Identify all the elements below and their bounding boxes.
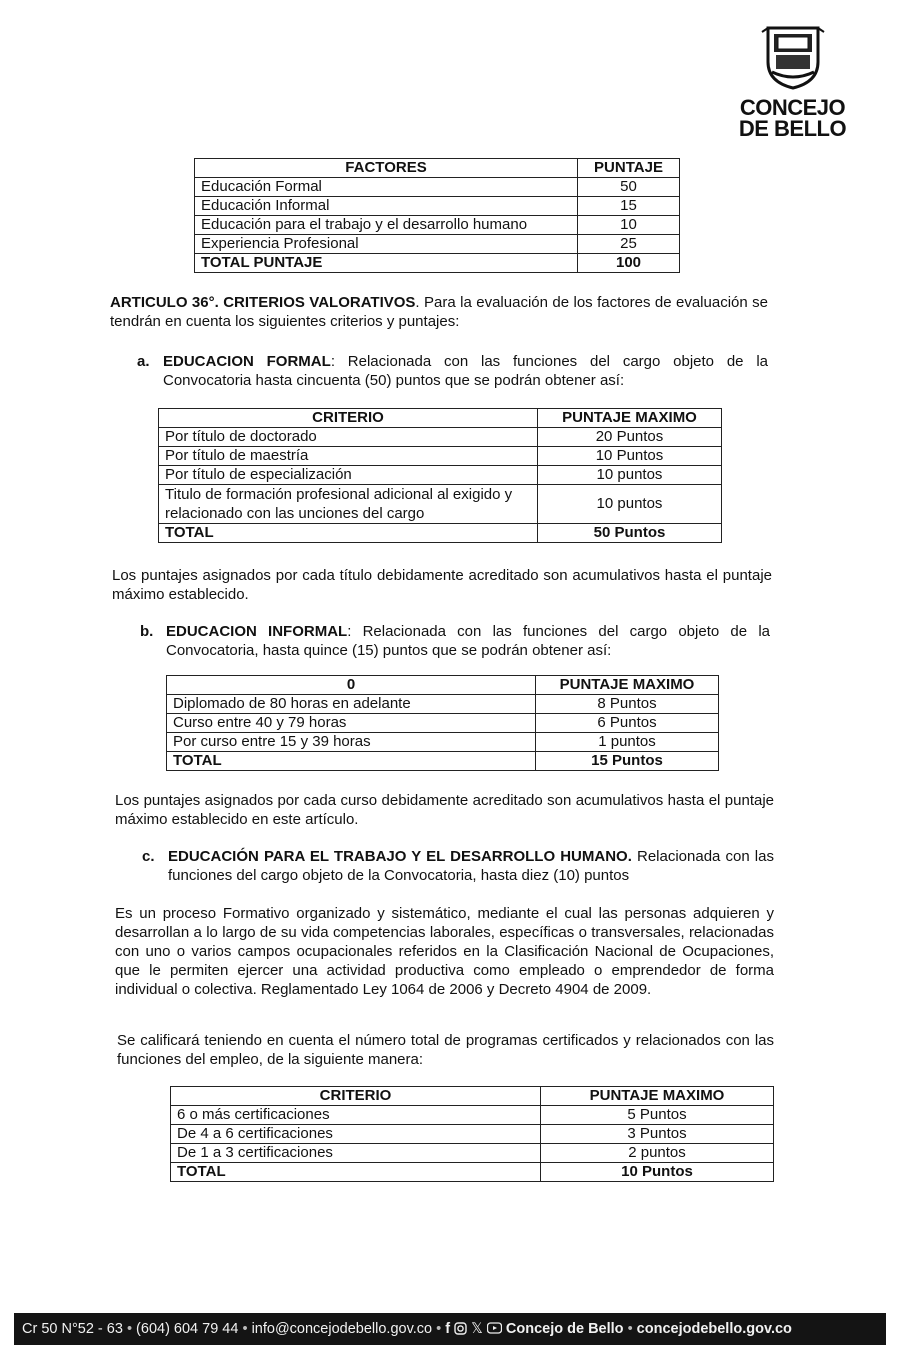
table-cell: 10 puntos (538, 466, 722, 485)
footer-website[interactable]: concejodebello.gov.co (636, 1321, 792, 1337)
table-cell: TOTAL (171, 1163, 541, 1182)
footer-separator: • (126, 1321, 133, 1337)
table-cell: Educación para el trabajo y el desarrollo humano (195, 216, 578, 235)
section-c-text: Relacionada con las funciones del cargo objeto de la Convocatoria, hasta diez (10) puntos (168, 848, 774, 884)
table-row (195, 216, 680, 235)
table-header-row (159, 409, 722, 428)
table-row (167, 733, 719, 752)
table-cell: Experiencia Profesional (195, 235, 578, 254)
table-cell: 50 (578, 178, 680, 197)
section-a-note: Los puntajes asignados por cada título debidamente acreditado son acumulativos hasta el puntaje máximo establecido. (112, 567, 772, 603)
table-row (195, 178, 680, 197)
educacion-formal-table (158, 408, 722, 543)
logo-line-2: DE BELLO (738, 116, 847, 141)
table-cell: Educación Formal (195, 178, 578, 197)
footer-email[interactable]: info@concejodebello.gov.co (251, 1321, 433, 1337)
table-cell: 3 Puntos (541, 1125, 774, 1144)
section-b-title: EDUCACION INFORMAL (166, 623, 348, 640)
table-cell: 25 (578, 235, 680, 254)
table-cell: 2 puntos (541, 1144, 774, 1163)
section-c-paragraph-2: Se calificará teniendo en cuenta el número total de programas certificados y relacionados con las funciones del empleo, de la siguiente manera: (117, 1032, 774, 1068)
youtube-icon[interactable] (487, 1322, 502, 1334)
article-title: ARTICULO 36°. CRITERIOS VALORATIVOS (110, 294, 416, 311)
table-row (171, 1106, 774, 1125)
table-cell: Por curso entre 15 y 39 horas (167, 733, 536, 752)
table-row (159, 447, 722, 466)
table-cell: Educación Informal (195, 197, 578, 216)
table-cell: Por título de maestría (159, 447, 538, 466)
footer-separator: • (436, 1321, 442, 1337)
table-cell: Por título de especialización (159, 466, 538, 485)
table-row (159, 466, 722, 485)
table-header: 0 (167, 676, 536, 695)
table-cell: Por título de doctorado (159, 428, 538, 447)
instagram-icon[interactable] (454, 1322, 467, 1335)
table-cell: 15 Puntos (536, 752, 719, 771)
table-cell: 50 Puntos (538, 524, 722, 543)
educacion-trabajo-table (170, 1086, 774, 1182)
footer-address: Cr 50 N°52 - 63 (22, 1321, 123, 1337)
x-icon[interactable]: 𝕏 (471, 1321, 483, 1337)
section-b-marker: b. (140, 623, 154, 640)
table-row (195, 235, 680, 254)
concejo-logo (735, 22, 850, 139)
section-b-note: Los puntajes asignados por cada curso debidamente acreditado son acumulativos hasta el puntaje máximo establecido en este artículo. (115, 792, 774, 828)
logo-line-1: CONCEJO (739, 95, 846, 120)
table-cell: 15 (578, 197, 680, 216)
table-cell: 8 Puntos (536, 695, 719, 714)
table-cell: 6 o más certificaciones (171, 1106, 541, 1125)
table-cell: 10 Puntos (541, 1163, 774, 1182)
table-header: FACTORES (195, 159, 578, 178)
footer-separator: • (627, 1321, 633, 1337)
section-a-title: EDUCACION FORMAL (163, 353, 331, 370)
table-cell: De 1 a 3 certificaciones (171, 1144, 541, 1163)
footer-bar (14, 1313, 886, 1345)
table-cell: Curso entre 40 y 79 horas (167, 714, 536, 733)
section-a-text: : Relacionada con las funciones del cargo objeto de la Convocatoria hasta cincuenta (50) puntos que se podrán obtener así: (163, 353, 768, 389)
table-cell: TOTAL (159, 524, 538, 543)
table-row (167, 714, 719, 733)
article-text: . Para la evaluación de los factores de evaluación se tendrán en cuenta los siguientes criterios y puntajes: (110, 294, 768, 330)
section-b-intro (166, 622, 770, 660)
table-header: PUNTAJE MAXIMO (538, 409, 722, 428)
table-header-row (195, 159, 680, 178)
section-a-marker: a. (137, 353, 150, 370)
table-cell: 1 puntos (536, 733, 719, 752)
table-row (159, 428, 722, 447)
table-header-row (167, 676, 719, 695)
table-total-row (171, 1163, 774, 1182)
table-cell: 6 Puntos (536, 714, 719, 733)
table-header: CRITERIO (171, 1087, 541, 1106)
table-row (171, 1125, 774, 1144)
table-row (171, 1144, 774, 1163)
table-cell: 10 (578, 216, 680, 235)
table-cell: Titulo de formación profesional adicional al exigido y relacionado con las unciones del cargo (159, 485, 538, 524)
table-cell: TOTAL (167, 752, 536, 771)
table-cell: 5 Puntos (541, 1106, 774, 1125)
factores-table (194, 158, 680, 273)
table-total-row (159, 524, 722, 543)
table-header: PUNTAJE MAXIMO (541, 1087, 774, 1106)
table-header: PUNTAJE MAXIMO (536, 676, 719, 695)
table-header-row (171, 1087, 774, 1106)
section-c-intro (168, 847, 774, 885)
crest-icon (758, 22, 828, 92)
footer-phone: (604) 604 79 44 (136, 1321, 239, 1337)
educacion-informal-table (166, 675, 719, 771)
table-row (195, 197, 680, 216)
table-header: CRITERIO (159, 409, 538, 428)
table-cell: 10 Puntos (538, 447, 722, 466)
section-c-marker: c. (142, 848, 155, 865)
footer-separator: • (242, 1321, 248, 1337)
table-cell: TOTAL PUNTAJE (195, 254, 578, 273)
table-row (159, 485, 722, 524)
table-row (167, 695, 719, 714)
table-header: PUNTAJE (578, 159, 680, 178)
table-total-row (195, 254, 680, 273)
footer-social-name: Concejo de Bello (505, 1321, 624, 1337)
table-cell: 10 puntos (538, 485, 722, 524)
table-cell: 100 (578, 254, 680, 273)
table-total-row (167, 752, 719, 771)
section-c-title: EDUCACIÓN PARA EL TRABAJO Y EL DESARROLLO HUMANO. (168, 848, 632, 865)
table-cell: Diplomado de 80 horas en adelante (167, 695, 536, 714)
table-cell: De 4 a 6 certificaciones (171, 1125, 541, 1144)
section-c-paragraph-1: Es un proceso Formativo organizado y sistemático, mediante el cual las personas adquieren y desarrollan a lo largo de su vida competencias laborales, específicas o transversales, relacionadas con uno o varios campos ocupacionales referidos en la Clasificación Nacional de Ocupaciones, que le permiten ejercer una actividad productiva como empleado o emprendedor de forma individual o colectiva. Reglamentado Ley 1064 de 2006 y Decreto 4904 de 2009. (115, 905, 774, 998)
article-36-paragraph (110, 293, 768, 331)
section-b-text: : Relacionada con las funciones del cargo objeto de la Convocatoria, hasta quince (15) puntos que se podrán obtener así: (166, 623, 770, 659)
facebook-icon[interactable]: f (445, 1321, 451, 1337)
table-cell: 20 Puntos (538, 428, 722, 447)
section-a-intro (163, 352, 768, 390)
